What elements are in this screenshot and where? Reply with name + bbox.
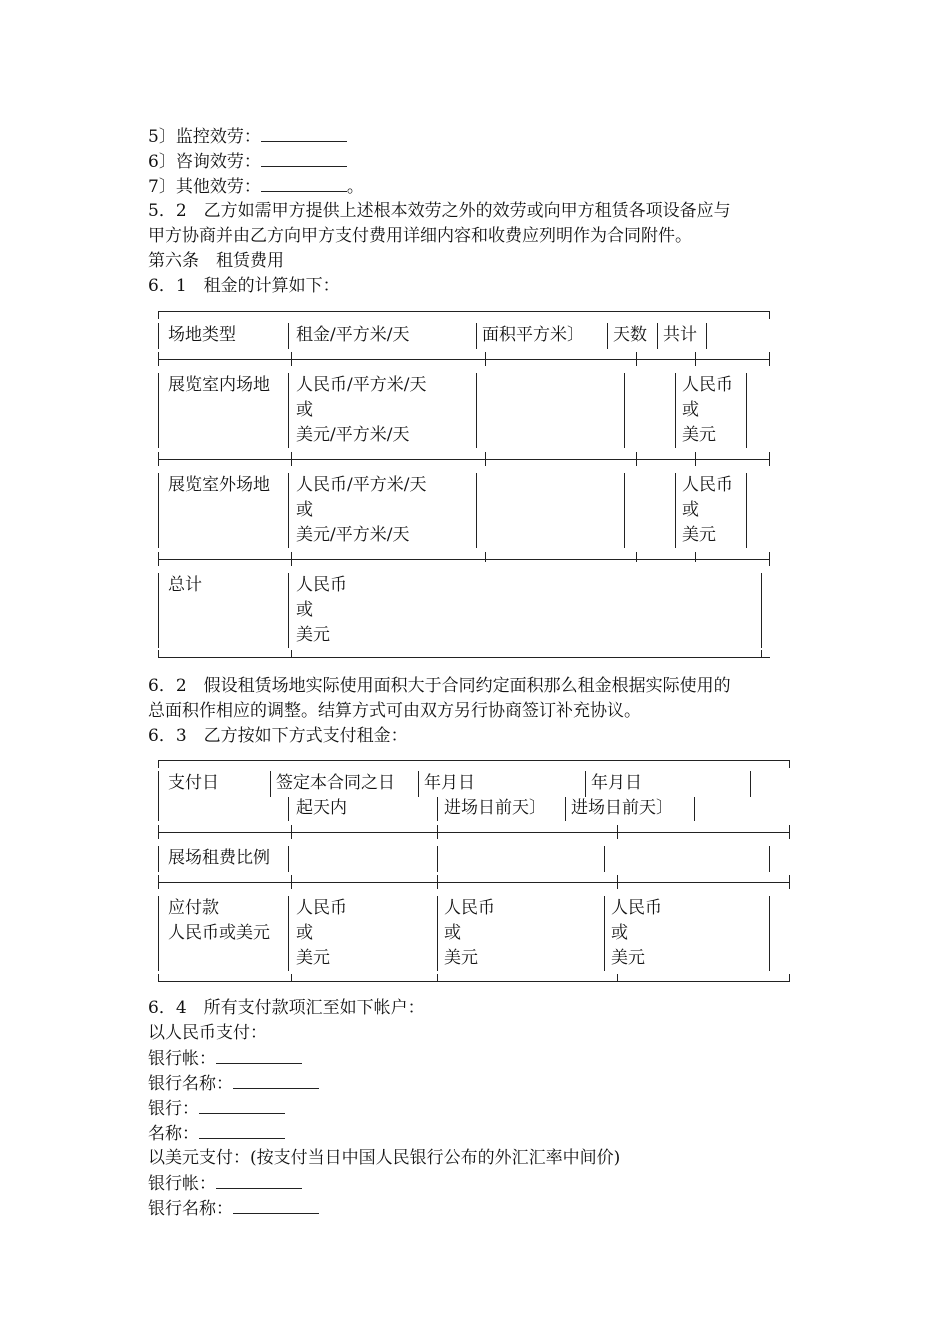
- service-consulting: 6〕咨询效劳：: [148, 149, 347, 174]
- rmb-name: 名称：: [148, 1121, 285, 1146]
- rent-row2-total-usd: 美元: [682, 525, 716, 545]
- rent-sum-or: 或: [296, 600, 313, 620]
- pay-due-label-b: 人民币或美元: [168, 923, 270, 943]
- rent-header-total: 共计: [663, 325, 697, 345]
- rent-row2-rent-usd: 美元/平方米/天: [296, 525, 410, 545]
- rent-row1-rent-or: 或: [296, 400, 313, 420]
- rmb-bank: 银行：: [148, 1096, 285, 1121]
- rmb-account: 银行帐：: [148, 1046, 302, 1071]
- rent-row1-total-or: 或: [682, 400, 699, 420]
- pay-due-label-a: 应付款: [168, 898, 219, 918]
- rmb-title: 以人民币支付：: [148, 1023, 267, 1043]
- pay-header-col3-a: 年月日: [591, 773, 642, 793]
- rent-sum-label: 总计: [168, 575, 202, 595]
- clause-5-2-line1: 5．2 乙方如需甲方提供上述根本效劳之外的效劳或向甲方租赁各项设备应与: [148, 201, 731, 221]
- rent-header-area: 面积平方米〕: [482, 325, 584, 345]
- pay-due-c3-usd: 美元: [611, 948, 645, 968]
- fill-blank: [261, 149, 347, 167]
- rent-row2-rent-rmb: 人民币/平方米/天: [296, 475, 427, 495]
- rent-row1-rent-usd: 美元/平方米/天: [296, 425, 410, 445]
- clause-6-2-line1: 6．2 假设租赁场地实际使用面积大于合同约定面积那么租金根据实际使用的: [148, 676, 731, 696]
- pay-due-c3-or: 或: [611, 923, 628, 943]
- pay-due-c2-usd: 美元: [444, 948, 478, 968]
- pay-header-label: 支付日: [168, 773, 219, 793]
- rent-row1-rent-rmb: 人民币/平方米/天: [296, 375, 427, 395]
- rent-row1-total-rmb: 人民币: [682, 375, 733, 395]
- rent-header-rent: 租金/平方米/天: [296, 325, 410, 345]
- service-other: 7〕其他效劳： 。: [148, 174, 364, 199]
- rmb-bank-name: 银行名称：: [148, 1071, 319, 1096]
- rent-sum-usd: 美元: [296, 625, 330, 645]
- fill-blank: [261, 174, 347, 192]
- pay-header-col2-a: 年月日: [424, 773, 475, 793]
- fill-blank: [261, 124, 347, 142]
- rent-row1-type: 展览室内场地: [168, 375, 270, 395]
- pay-due-c1-rmb: 人民币: [296, 898, 347, 918]
- pay-due-c2-rmb: 人民币: [444, 898, 495, 918]
- pay-header-col1-b: 起天内: [296, 798, 347, 818]
- rent-row1-total-usd: 美元: [682, 425, 716, 445]
- article-6-title: 第六条 租赁费用: [148, 251, 284, 271]
- service-monitoring: 5〕监控效劳：: [148, 124, 347, 149]
- fill-blank: [216, 1171, 302, 1189]
- fill-blank: [216, 1046, 302, 1064]
- clause-6-2-line2: 总面积作相应的调整。结算方式可由双方另行协商签订补充协议。: [148, 701, 641, 721]
- fill-blank: [199, 1121, 285, 1139]
- pay-due-c3-rmb: 人民币: [611, 898, 662, 918]
- usd-bank-name: 银行名称：: [148, 1196, 319, 1221]
- rent-header-days: 天数: [613, 325, 647, 345]
- pay-ratio-label: 展场租费比例: [168, 848, 270, 868]
- rent-header-type: 场地类型: [168, 325, 236, 345]
- clause-6-4: 6．4 所有支付款项汇至如下帐户：: [148, 998, 425, 1018]
- pay-due-c2-or: 或: [444, 923, 461, 943]
- pay-header-col1-a: 签定本合同之日: [276, 773, 395, 793]
- rent-row2-type: 展览室外场地: [168, 475, 270, 495]
- clause-6-1: 6．1 租金的计算如下：: [148, 276, 340, 296]
- fill-blank: [233, 1071, 319, 1089]
- clause-6-3: 6．3 乙方按如下方式支付租金：: [148, 726, 408, 746]
- usd-account: 银行帐：: [148, 1171, 302, 1196]
- fill-blank: [199, 1096, 285, 1114]
- pay-header-col3-b: 进场日前天〕: [571, 798, 673, 818]
- rent-sum-rmb: 人民币: [296, 575, 347, 595]
- rent-row2-total-rmb: 人民币: [682, 475, 733, 495]
- pay-header-col2-b: 进场日前天〕: [444, 798, 546, 818]
- clause-5-2-line2: 甲方协商并由乙方向甲方支付费用详细内容和收费应列明作为合同附件。: [148, 226, 692, 246]
- usd-title: 以美元支付：(按支付当日中国人民银行公布的外汇汇率中间价): [148, 1148, 621, 1168]
- rent-row2-rent-or: 或: [296, 500, 313, 520]
- rent-row2-total-or: 或: [682, 500, 699, 520]
- fill-blank: [233, 1196, 319, 1214]
- pay-due-c1-usd: 美元: [296, 948, 330, 968]
- pay-due-c1-or: 或: [296, 923, 313, 943]
